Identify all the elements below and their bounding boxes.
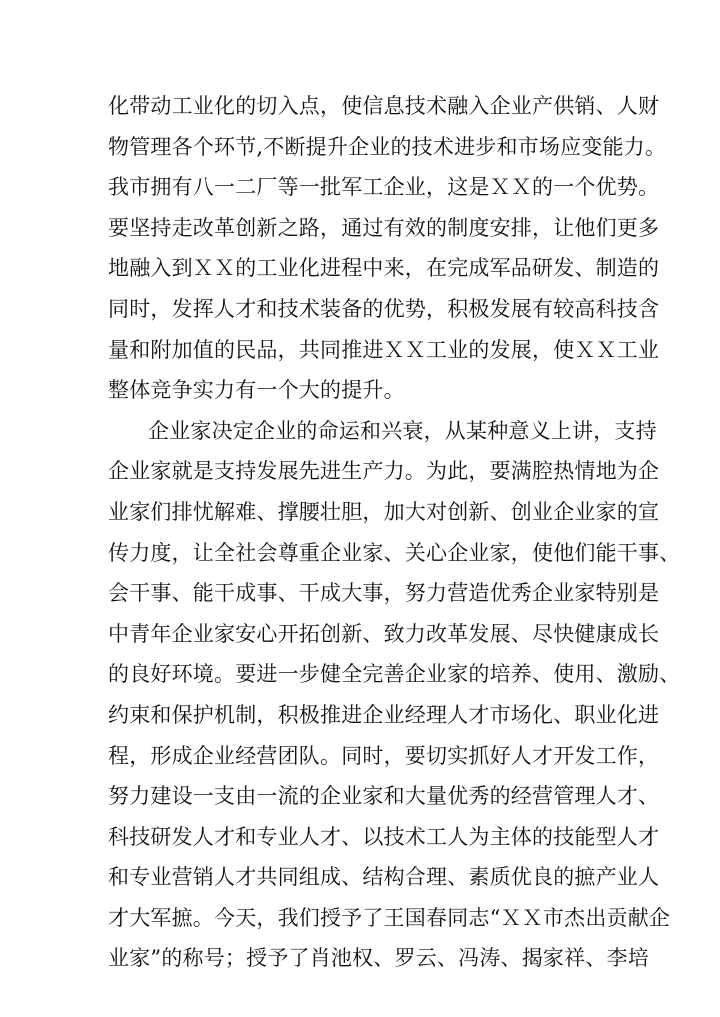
text-line: 才大军摭。今天，我们授予了王国春同志“ＸＸ市杰出贡献企 <box>108 905 671 930</box>
text-line: 要坚持走改革创新之路，通过有效的制度安排，让他们更多 <box>108 215 660 240</box>
text-line: 企业家就是支持发展先进生产力。为此，要满腔热情地为企 <box>108 459 660 484</box>
text-line: 和专业营销人才共同组成、结构合理、素质优良的摭产业人 <box>108 865 660 890</box>
text-line: 努力建设一支由一流的企业家和大量优秀的经营管理人才、 <box>108 784 660 809</box>
text-line: 业家”的称号；授予了肖池权、罗云、冯涛、揭家祥、李培 <box>108 946 649 971</box>
text-line: 化带动工业化的切入点，使信息技术融入企业产供销、人财 <box>108 94 660 118</box>
text-line: 中青年企业家安心开拓创新、致力改革发展、尽快健康成长 <box>108 621 660 646</box>
body-text <box>108 86 681 979</box>
text-line: 整体竞争实力有一个大的提升。 <box>108 378 405 403</box>
text-line: 业家们排忧解难、撑腰壮胆，加大对创新、创业企业家的宣 <box>108 499 660 524</box>
text-line: 量和附加值的民品，共同推进ＸＸ工业的发展，使ＸＸ工业 <box>108 337 660 362</box>
text-line: 程，形成企业经营团队。同时，要切实抓好人才开发工作， <box>108 743 660 768</box>
text-line: 传力度，让全社会尊重企业家、关心企业家，使他们能干事、 <box>108 540 681 565</box>
text-line: 物管理各个环节,不断提升企业的技术进步和市场应变能力。 <box>108 134 667 159</box>
text-line: 同时，发挥人才和技术装备的优势，积极发展有较高科技含 <box>108 296 660 321</box>
text-line: 科技研发人才和专业人才、以技术工人为主体的技能型人才 <box>108 824 660 849</box>
text-line: 会干事、能干成事、干成大事，努力营造优秀企业家特别是 <box>108 581 660 606</box>
text-line: 地融入到ＸＸ的工业化进程中来，在完成军品研发、制造的 <box>108 256 660 281</box>
text-line: 的良好环境。要进一步健全完善企业家的培养、使用、激励、 <box>108 662 681 687</box>
text-line: 约束和保护机制，积极推进企业经理人才市场化、职业化进 <box>108 702 660 727</box>
text-line: 我市拥有八一二厂等一批军工企业，这是ＸＸ的一个优势。 <box>108 175 660 200</box>
text-line: 企业家决定企业的命运和兴衰，从某种意义上讲，支持 <box>148 418 657 443</box>
